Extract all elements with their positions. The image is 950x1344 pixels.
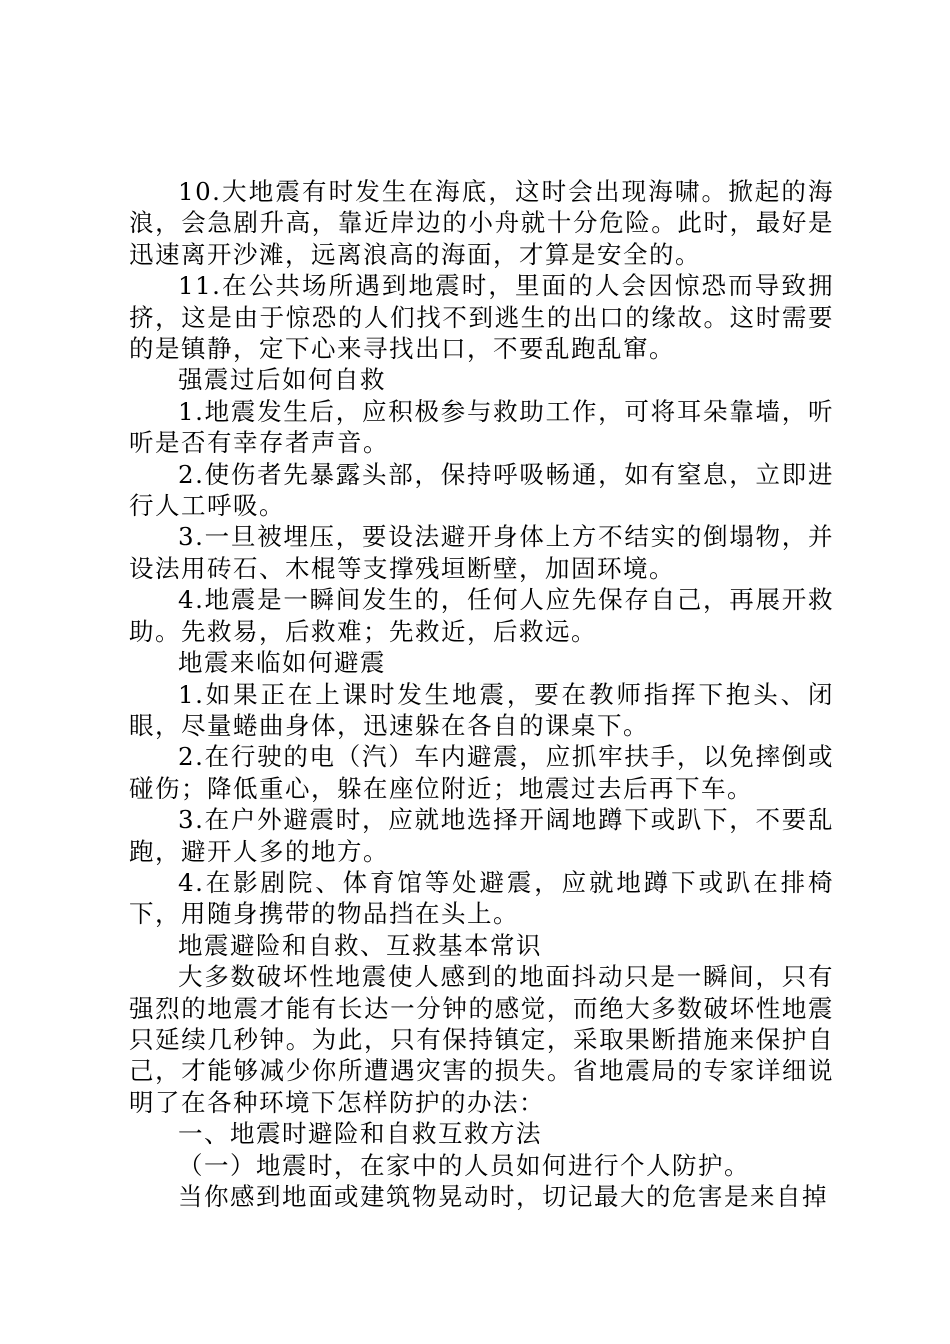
paragraph-self-rescue-3: 3.一旦被埋压，要设法避开身体上方不结实的倒塌物，并设法用砖石、木棍等支撑残垣断壁，加固环境。	[129, 522, 834, 583]
paragraph-self-rescue-2: 2.使伤者先暴露头部，保持呼吸畅通，如有窒息，立即进行人工呼吸。	[129, 459, 834, 521]
paragraph-avoid-2: 2.在行驶的电（汽）车内避震，应抓牢扶手，以免摔倒或碰伤；降低重心，躲在座位附近；地震过去后再下车。	[129, 742, 834, 803]
document-body	[129, 176, 834, 1212]
heading-subsection-one: （一）地震时，在家中的人员如何进行个人防护。	[178, 1150, 750, 1180]
paragraph-tsunami: 10.大地震有时发生在海底，这时会出现海啸。掀起的海浪，会急剧升高，靠近岸边的小舟就十分危险。此时，最好是迅速离开沙滩，远离浪高的海面，才算是安全的。	[129, 177, 834, 269]
heading-section-one: 一、地震时避险和自救互救方法	[178, 1119, 542, 1149]
paragraph-avoid-3: 3.在户外避震时，应就地选择开阔地蹲下或趴下，不要乱跑，避开人多的地方。	[129, 805, 834, 866]
paragraph-knowledge-intro: 大多数破坏性地震使人感到的地面抖动只是一瞬间，只有强烈的地震才能有长达一分钟的感觉，而绝大多数破坏性地震只延续几秒钟。为此，只有保持镇定，采取果断措施来保护自己，才能够减少你所遭遇灾害的损失。省地震局的专家详细说明了在各种环境下怎样防护的办法：	[129, 962, 834, 1117]
paragraph-public-places: 11.在公共场所遇到地震时，里面的人会因惊恐而导致拥挤，这是由于惊恐的人们找不到逃生的出口的缘故。这时需要的是镇静，定下心来寻找出口，不要乱跑乱窜。	[129, 271, 834, 364]
paragraph-self-rescue-4: 4.地震是一瞬间发生的，任何人应先保存自己，再展开救助。先救易，后救难；先救近，后救远。	[129, 585, 834, 646]
heading-avoid-quake: 地震来临如何避震	[178, 648, 386, 678]
heading-basic-knowledge: 地震避险和自救、互救基本常识	[178, 930, 542, 960]
paragraph-home-protection: 当你感到地面或建筑物晃动时，切记最大的危害是来自掉	[178, 1182, 828, 1211]
paragraph-avoid-1: 1.如果正在上课时发生地震，要在教师指挥下抱头、闭眼，尽量蜷曲身体，迅速躲在各自的课桌下。	[129, 679, 834, 740]
paragraph-self-rescue-1: 1.地震发生后，应积极参与救助工作，可将耳朵靠墙，听听是否有幸存者声音。	[129, 396, 834, 458]
paragraph-avoid-4: 4.在影剧院、体育馆等处避震，应就地蹲下或趴在排椅下，用随身携带的物品挡在头上。	[129, 867, 834, 929]
heading-self-rescue: 强震过后如何自救	[178, 365, 386, 395]
